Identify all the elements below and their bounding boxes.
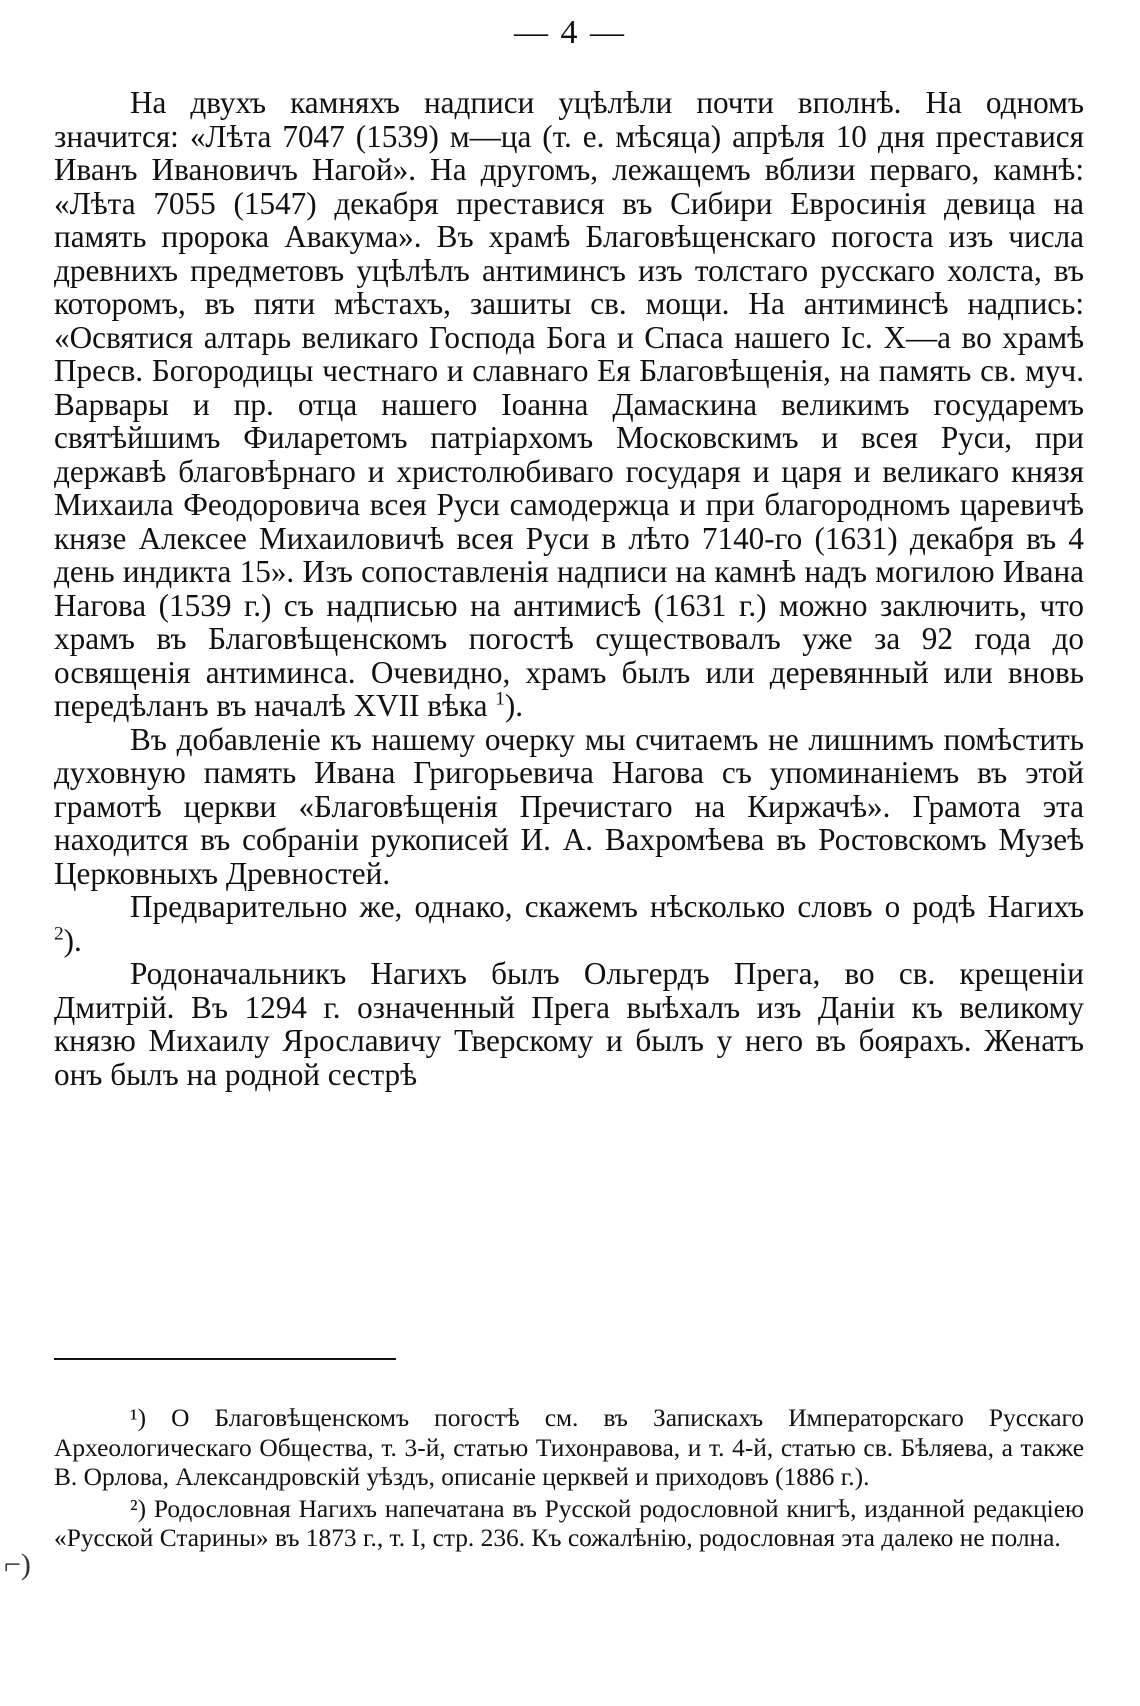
footnote-ref-1-tail: ). (504, 688, 524, 723)
footnote-2-text: Родословная Нагихъ напечатана въ Русской родословной книгѣ, изданной редакціею «Русской Старины» въ 1873 г., т. I, стр. 236. Къ сожалѣнію, родословная эта далеко не полна. (54, 1494, 1084, 1552)
footnote-2 (54, 1495, 1084, 1554)
footnote-ref-1: 1 (495, 688, 505, 710)
paragraph-ancestor: Родоначальникъ Нагихъ былъ Ольгердъ Прега, во св. крещеніи Дмитрій. Въ 1294 г. означенный Прега выѣхалъ изъ Даніи къ великому князю Михаилу Ярославичу Тверскому и былъ у него въ боярахъ. Женатъ онъ былъ на родной сестрѣ (54, 956, 1084, 1092)
footnote-1-marker: ¹) (130, 1404, 147, 1432)
footnote-ref-2: 2 (54, 923, 64, 945)
paragraph-addition: Въ добавленіе къ нашему очерку мы считаемъ не лишнимъ помѣстить духовную память Ивана Григорьевича Нагова съ упоминаніемъ въ этой грамотѣ церкви «Благовѣщенія Пречистаго на Киржачѣ». Грамота эта находится въ собраніи рукописей И. А. Вахромѣева въ Ростовскомъ Музеѣ Церковныхъ Древностей. (54, 721, 1084, 891)
paragraph-preliminary (54, 890, 1084, 957)
paragraph-preliminary-text: Предварительно же, однако, скажемъ нѣсколько словъ о родѣ Нагихъ (130, 889, 1084, 924)
footnote-1-text: О Благовѣщенскомъ погостѣ см. въ Запискахъ Императорскаго Русскаго Археологическаго Общества, т. 3-й, статью Тихонравова, и т. 4-й, статью св. Бѣляева, а также В. Орлова, Александровскій уѣздъ, описаніе церквей и приходовъ (1886 г.). (54, 1404, 1084, 1491)
footnote-ref-2-tail: ). (63, 922, 82, 958)
page-number: — 4 — (514, 14, 626, 51)
footnote-2-marker: ²) (130, 1494, 147, 1523)
paragraph-inscriptions-text: На двухъ камняхъ надписи уцѣлѣли почти вполнѣ. На одномъ значится: «Лѣта 7047 (1539) м—ца (т. е. мѣсяца) апрѣля 10 дня преставися Иванъ Ивановичъ Нагой». На другомъ, лежащемъ вблизи перваго, камнѣ: «Лѣта 7055 (1547) декабря преставися въ Сибири Евросинія девица на память пророка Авакума». Въ храмѣ Благовѣщенскаго погоста изъ числа древнихъ предметовъ уцѣлѣлъ антиминсъ изъ толстаго русскаго холста, въ которомъ, въ пяти мѣстахъ, зашиты св. мощи. На антиминсѣ надпись: «Освятися алтарь великаго Господа Бога и Спаса нашего Іс. Х—а во храмѣ Пресв. Богородицы честнаго и славнаго Ея Благовѣщенія, на память св. муч. Варвары и пр. отца нашего Іоанна Дамаскина великимъ государемъ святѣйшимъ Филаретомъ патріархомъ Московскимъ и всея Руси, при державѣ благовѣрнаго и христолюбиваго государя и царя и великаго князя Михаила Феодоровича всея Руси самодержца и при благородномъ царевичѣ князе Алексее Михаиловичѣ всея Руси в лѣто 7140-го (1631) декабря въ 4 день индикта 15». Изъ сопоставленія надписи на камнѣ надъ могилою Ивана Нагова (1539 г.) съ надписью на антимисѣ (1631 г.) можно заключить, что храмъ въ Благовѣщенскомъ погостѣ существовалъ уже за 92 года до освященія антиминса. Очевидно, храмъ былъ или деревянный или вновь передѣланъ въ началѣ XVII вѣка (54, 85, 1084, 723)
footnotes (54, 1404, 1084, 1556)
main-text (54, 86, 1084, 1091)
footnote-1 (54, 1404, 1084, 1493)
footnote-separator (54, 1358, 396, 1360)
paragraph-inscriptions (54, 86, 1084, 723)
margin-mark: ⌐) (4, 1548, 31, 1581)
